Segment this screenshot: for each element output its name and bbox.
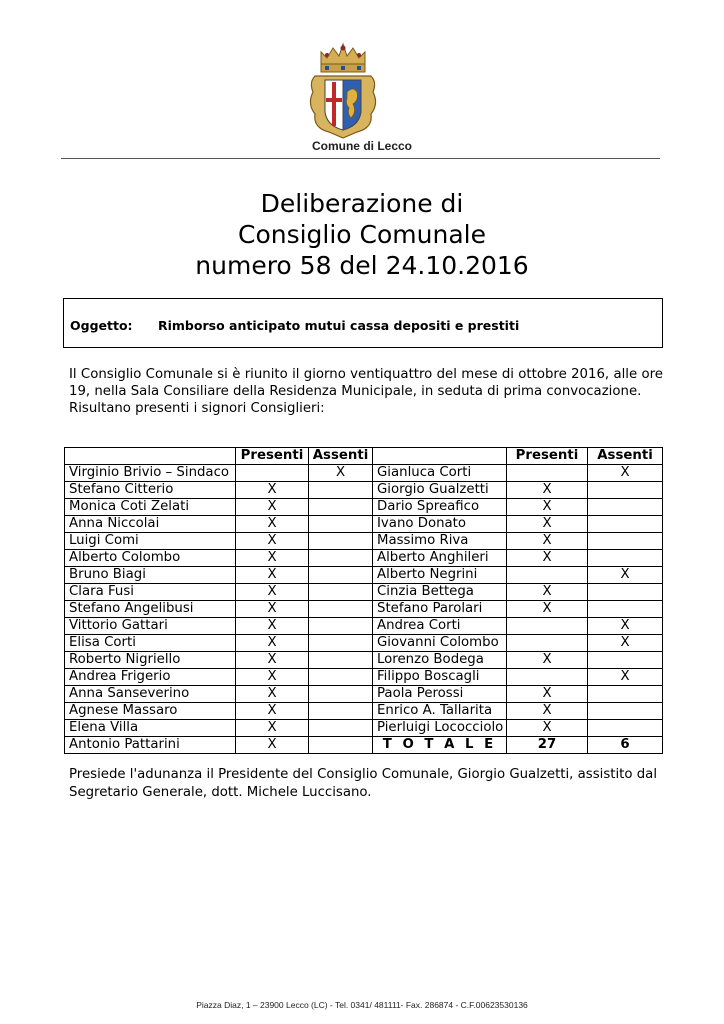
absent-mark [309, 482, 373, 499]
member-name: Alberto Negrini [373, 567, 507, 584]
present-mark: X [236, 703, 309, 720]
absent-mark [588, 703, 663, 720]
present-mark: X [236, 550, 309, 567]
member-name: Ivano Donato [373, 516, 507, 533]
absent-mark [309, 516, 373, 533]
absent-mark [309, 669, 373, 686]
present-mark: X [507, 584, 588, 601]
absent-mark [588, 550, 663, 567]
present-mark [507, 465, 588, 482]
table-row [65, 720, 663, 737]
absent-mark [309, 652, 373, 669]
member-name: Massimo Riva [373, 533, 507, 550]
present-mark: X [236, 516, 309, 533]
present-mark: X [507, 533, 588, 550]
title-line-1: Deliberazione di [260, 189, 464, 218]
present-mark: X [236, 737, 309, 754]
present-mark [507, 567, 588, 584]
member-name: Monica Coti Zelati [65, 499, 236, 516]
total-absent: 6 [588, 737, 663, 754]
present-mark: X [236, 686, 309, 703]
comune-di-lecco-coat-of-arms-icon [307, 42, 379, 140]
present-mark: X [236, 720, 309, 737]
absent-mark [309, 584, 373, 601]
member-name: Elena Villa [65, 720, 236, 737]
member-name: Gianluca Corti [373, 465, 507, 482]
subject-box [63, 298, 663, 348]
member-name: Clara Fusi [65, 584, 236, 601]
present-mark: X [236, 482, 309, 499]
absent-mark [588, 652, 663, 669]
table-row [65, 737, 663, 754]
table-row [65, 618, 663, 635]
absent-mark [588, 516, 663, 533]
member-name: Paola Perossi [373, 686, 507, 703]
table-row [65, 550, 663, 567]
header-present-left: Presenti [236, 448, 309, 465]
member-name: Pierluigi Lococciolo [373, 720, 507, 737]
absent-mark [309, 703, 373, 720]
absent-mark [309, 567, 373, 584]
member-name: Filippo Boscagli [373, 669, 507, 686]
organization-name: Comune di Lecco [311, 139, 412, 153]
member-name: Vittorio Gattari [65, 618, 236, 635]
intro-paragraph: Il Consiglio Comunale si è riunito il giorno ventiquattro del mese di ottobre 2016, alle ore 19, nella Sala Consiliare della Residenza Municipale, in seduta di prima convocazione. [69, 367, 663, 399]
member-name: Stefano Angelibusi [65, 601, 236, 618]
header-present-right: Presenti [507, 448, 588, 465]
present-mark [236, 465, 309, 482]
member-name: Stefano Citterio [65, 482, 236, 499]
table-row [65, 686, 663, 703]
present-mark: X [507, 686, 588, 703]
member-name: Andrea Frigerio [65, 669, 236, 686]
present-mark: X [507, 499, 588, 516]
absent-mark [309, 533, 373, 550]
attendance-body [65, 465, 663, 754]
present-mark [507, 635, 588, 652]
present-mark: X [507, 652, 588, 669]
present-mark: X [236, 601, 309, 618]
member-name: Virginio Brivio – Sindaco [65, 465, 236, 482]
table-row [65, 567, 663, 584]
member-name: Elisa Corti [65, 635, 236, 652]
absent-mark [309, 720, 373, 737]
header-absent-right: Assenti [588, 448, 663, 465]
present-mark: X [236, 584, 309, 601]
member-name: Giovanni Colombo [373, 635, 507, 652]
absent-mark [309, 737, 373, 754]
member-name: Agnese Massaro [65, 703, 236, 720]
table-row [65, 601, 663, 618]
present-mark: X [507, 703, 588, 720]
intro-text [69, 366, 663, 417]
table-row [65, 533, 663, 550]
attendance-table [64, 447, 663, 754]
document-title [0, 188, 724, 281]
absent-mark [588, 686, 663, 703]
closing-line-2: Segretario Generale, dott. Michele Luccisano. [69, 785, 372, 800]
footer-address: Piazza Diaz, 1 – 23900 Lecco (LC) - Tel. 0341/ 481111- Fax. 286874 - C.F.00623530136 [196, 1000, 528, 1010]
table-row [65, 584, 663, 601]
absent-mark: X [309, 465, 373, 482]
attendance-header-row [65, 448, 663, 465]
absent-mark: X [588, 465, 663, 482]
total-label: T O T A L E [373, 737, 507, 754]
member-name: Cinzia Bettega [373, 584, 507, 601]
table-row [65, 499, 663, 516]
absent-mark [588, 584, 663, 601]
absent-mark [588, 601, 663, 618]
title-line-3: numero 58 del 24.10.2016 [195, 251, 529, 280]
present-mark [507, 669, 588, 686]
table-row [65, 669, 663, 686]
present-mark: X [236, 652, 309, 669]
member-name: Anna Sanseverino [65, 686, 236, 703]
absent-mark [309, 601, 373, 618]
member-name: Anna Niccolai [65, 516, 236, 533]
member-name: Alberto Colombo [65, 550, 236, 567]
absent-mark: X [588, 567, 663, 584]
absent-mark: X [588, 618, 663, 635]
absent-mark [588, 482, 663, 499]
present-mark: X [236, 669, 309, 686]
absent-mark [309, 635, 373, 652]
present-mark: X [236, 499, 309, 516]
absent-mark [309, 618, 373, 635]
table-row [65, 465, 663, 482]
closing-line-1: Presiede l'adunanza il Presidente del Consiglio Comunale, Giorgio Gualzetti, assistito dal [69, 767, 658, 782]
present-mark: X [236, 635, 309, 652]
subject-text: Rimborso anticipato mutui cassa depositi e prestiti [158, 318, 520, 333]
member-name: Roberto Nigriello [65, 652, 236, 669]
closing-text [69, 766, 663, 802]
table-row [65, 703, 663, 720]
member-name: Bruno Biagi [65, 567, 236, 584]
present-mark [507, 618, 588, 635]
member-name: Luigi Comi [65, 533, 236, 550]
member-name: Alberto Anghileri [373, 550, 507, 567]
member-name: Dario Spreafico [373, 499, 507, 516]
present-mark: X [507, 516, 588, 533]
absent-mark [588, 720, 663, 737]
header-divider [61, 158, 660, 159]
present-mark: X [507, 601, 588, 618]
absent-mark [588, 499, 663, 516]
absent-mark [309, 686, 373, 703]
absent-mark [309, 550, 373, 567]
absent-mark: X [588, 635, 663, 652]
table-row [65, 635, 663, 652]
member-name: Lorenzo Bodega [373, 652, 507, 669]
present-mark: X [507, 482, 588, 499]
table-row [65, 482, 663, 499]
member-name: Stefano Parolari [373, 601, 507, 618]
absent-mark [588, 533, 663, 550]
present-mark: X [507, 720, 588, 737]
title-line-2: Consiglio Comunale [237, 220, 486, 249]
member-name: Antonio Pattarini [65, 737, 236, 754]
total-present: 27 [507, 737, 588, 754]
header-blank-left [65, 448, 236, 465]
present-mark: X [236, 618, 309, 635]
present-mark: X [507, 550, 588, 567]
header-blank-right [373, 448, 507, 465]
table-row [65, 652, 663, 669]
present-mark: X [236, 567, 309, 584]
header-absent-left: Assenti [309, 448, 373, 465]
subject-label: Oggetto: [70, 318, 133, 333]
present-mark: X [236, 533, 309, 550]
member-name: Andrea Corti [373, 618, 507, 635]
member-name: Enrico A. Tallarita [373, 703, 507, 720]
absent-mark [309, 499, 373, 516]
intro-line-2: Risultano presenti i signori Consiglieri: [69, 401, 325, 416]
absent-mark: X [588, 669, 663, 686]
table-row [65, 516, 663, 533]
member-name: Giorgio Gualzetti [373, 482, 507, 499]
